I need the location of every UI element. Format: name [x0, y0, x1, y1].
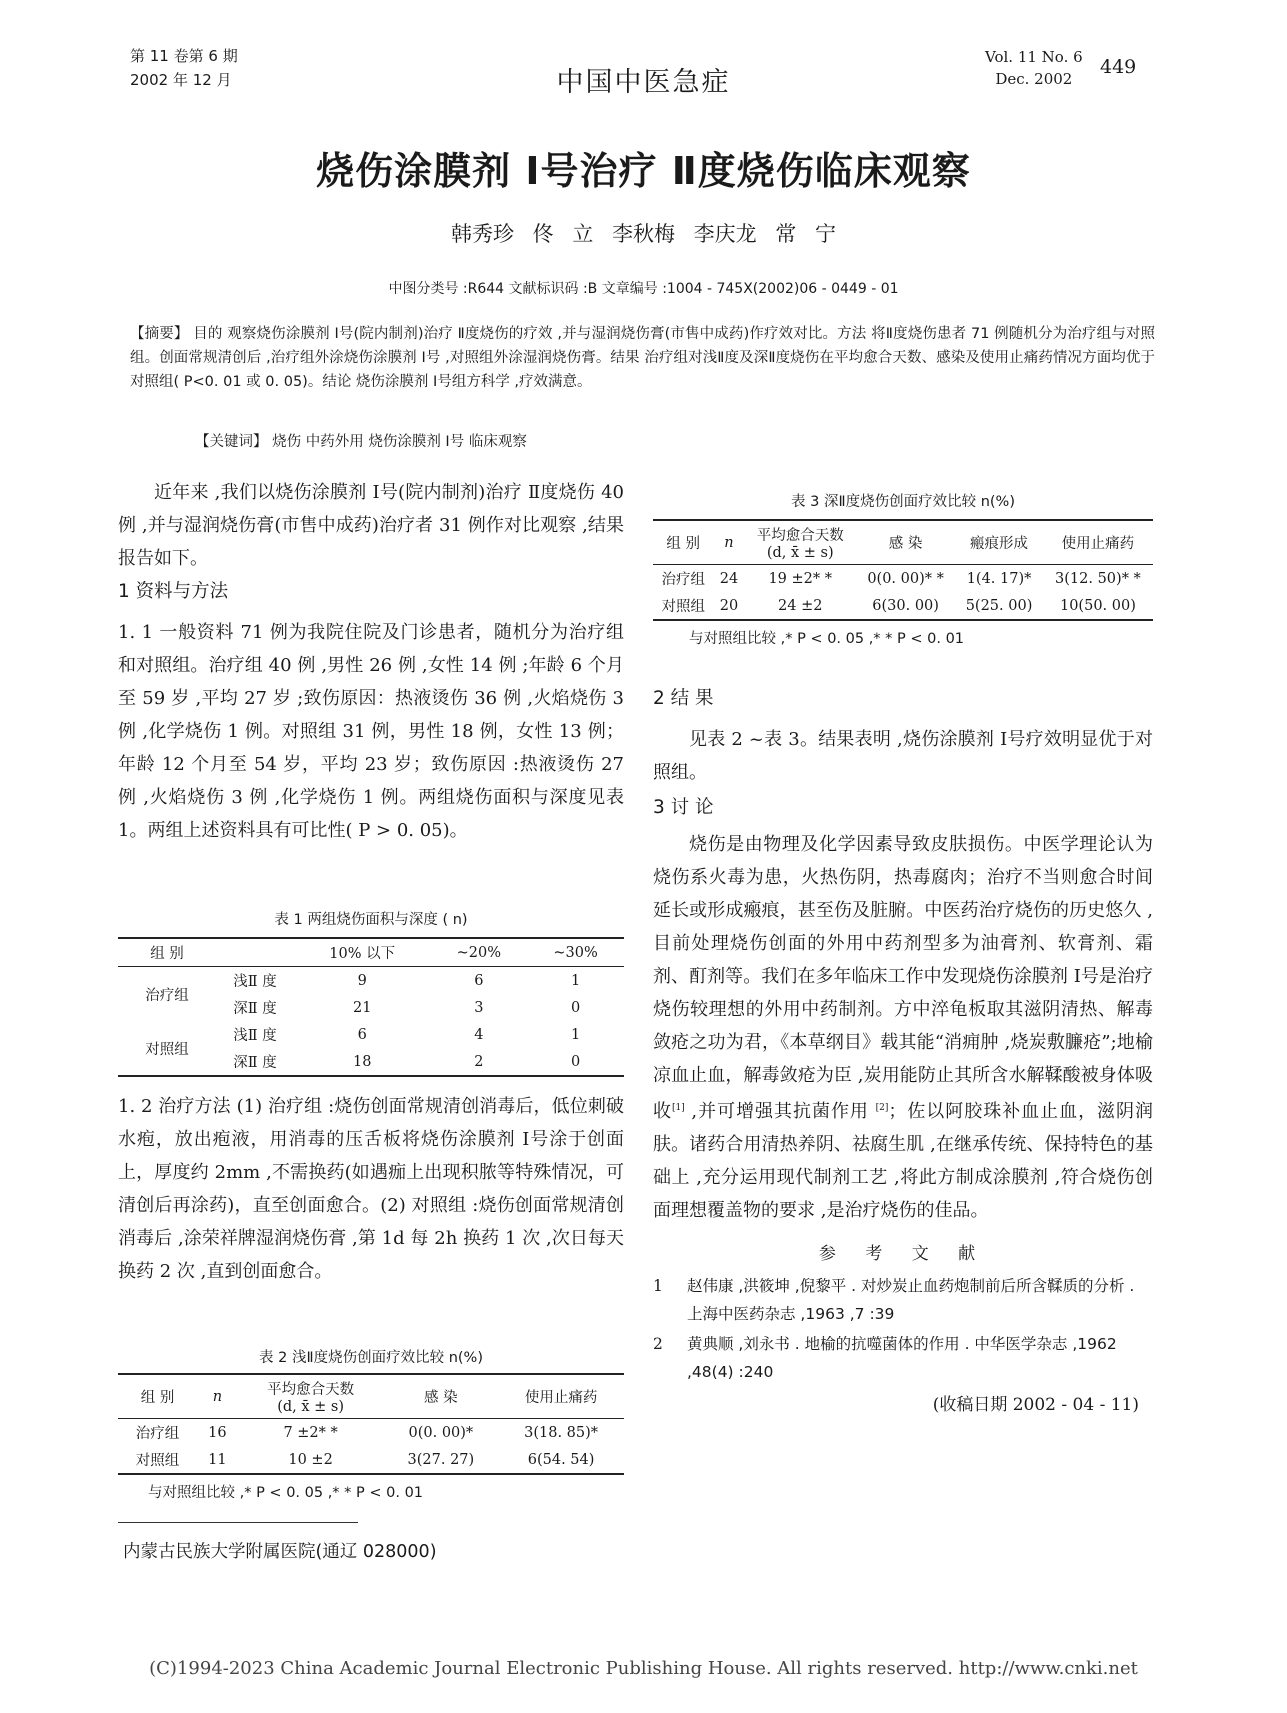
- table-cell: 9: [357, 972, 367, 989]
- results-paragraph: 见表 2 ~表 3。结果表明 ,烧伤涂膜剂 I号疗效明显优于对照组。: [653, 729, 1153, 783]
- table-3-grid: [653, 519, 1153, 621]
- table-3-header-row: [653, 520, 1153, 565]
- table-3-header-n: n: [724, 534, 734, 551]
- paragraph-1-2: 1. 2 治疗方法 (1) 治疗组 :烧伤创面常规清创消毒后，低位刺破水疱，放出疱液，用消毒的压舌板将烧伤涂膜剂 I号涂于创面上，厚度约 2mm ,不需换药(如遇痂上出现积脓等特殊情况，可清创后再涂药)，直至创面愈合。(2) 对照组 :烧伤创面常规清创消毒后 ,涂荣祥牌湿润烧伤膏 ,第 1d 每 2h 换药 1 次 ,次日每天换药 2 次 ,直到创面愈合。: [118, 1096, 624, 1282]
- reference-item: [653, 1272, 1153, 1328]
- issue-volume: 第 11 卷第 6 期: [130, 47, 238, 65]
- table-cell: 3(12. 50)* *: [1055, 570, 1141, 587]
- received-date: (收稿日期 2002 - 04 - 11): [932, 1395, 1139, 1415]
- reference-number: 2: [653, 1335, 663, 1353]
- table-cell: 5(25. 00): [965, 597, 1033, 614]
- abstract: 【摘要】 目的 观察烧伤涂膜剂 I号(院内制剂)治疗 Ⅱ度烧伤的疗效 ,并与湿润烧伤膏(市售中成药)作疗效对比。方法 将Ⅱ度烧伤患者 71 例随机分为治疗组与对照组。创面常规清创后 ,治疗组外涂烧伤涂膜剂 I号 ,对照组外涂湿润烧伤膏。结果 治疗组对浅Ⅱ度及深Ⅱ度烧伤在平均愈合天数、感染及使用止痛药情况方面均优于对照组( P<0. 01 或 0. 05)。结论 烧伤涂膜剂 I号组方科学 ,疗效满意。: [130, 326, 1155, 390]
- table-cell: 2: [474, 1053, 484, 1070]
- issue-info-en: [985, 46, 1083, 90]
- table-2-header-days-line1: 平均愈合天数: [267, 1382, 355, 1398]
- table-cell: 10 ±2: [288, 1451, 333, 1468]
- table-cell: 10(50. 00): [1059, 597, 1136, 614]
- table-3-header-infection: 感 染: [888, 536, 923, 552]
- table-2-header-row: [118, 1374, 624, 1419]
- table-cell: 19 ±2* *: [768, 570, 832, 587]
- section-3-heading: 3 讨 论: [653, 797, 714, 818]
- table-2: [118, 1346, 624, 1502]
- table-row: [118, 1021, 624, 1048]
- discussion-text-2: ,并可增强其抗菌作用: [684, 1101, 876, 1122]
- affiliation: 内蒙古民族大学附属医院(通辽 028000): [123, 1542, 437, 1562]
- table-cell: 深Ⅱ 度: [233, 1055, 277, 1071]
- reference-text: 赵伟康 ,洪筱坤 ,倪黎平 . 对炒炭止血药炮制前后所含鞣质的分析 . 上海中医药杂志 ,1963 ,7 :39: [687, 1277, 1135, 1323]
- paragraph-1-1: 1. 1 一般资料 71 例为我院住院及门诊患者，随机分为治疗组和对照组。治疗组 40 例 ,男性 26 例 ,女性 14 例 ;年龄 6 个月至 59 岁 ,平均 27 岁 ;致伤原因：热液烫伤 36 例 ,火焰烧伤 3 例 ,化学烧伤 1 例。对照组 31 例，男性 18 例，女性 13 例；年龄 12 个月至 54 岁，平均 23 岁；致伤原因 :热液烫伤 27 例 ,火焰烧伤 3 例 ,化学烧伤 1 例。两组烧伤面积与深度见表 1。两组上述资料具有可比性( P > 0. 05)。: [118, 622, 624, 841]
- table-cell: 6(30. 00): [872, 597, 939, 614]
- table-cell: 治疗组: [661, 572, 705, 588]
- table-2-grid: [118, 1373, 624, 1475]
- references-heading: 参 考 文 献: [818, 1244, 988, 1264]
- table-cell: 6: [474, 972, 484, 989]
- table-1-group-control: 对照组: [145, 1041, 189, 1058]
- section-1-heading: 1 资料与方法: [118, 581, 229, 602]
- authors: 韩秀珍 佟 立 李秋梅 李庆龙 常 宁: [450, 222, 837, 246]
- footnote-rule: [118, 1522, 358, 1523]
- table-1-header-depth: [216, 938, 294, 967]
- table-2-header-days: [238, 1374, 384, 1419]
- reference-item: [653, 1330, 1153, 1386]
- table-1: [118, 908, 624, 1077]
- references-list: [653, 1272, 1153, 1386]
- table-cell: 1(4. 17)*: [966, 570, 1032, 587]
- table-3-header-days-line1: 平均愈合天数: [756, 528, 844, 544]
- citation-2[interactable]: [2]: [875, 1103, 889, 1113]
- table-3-note: 与对照组比较 ,* P < 0. 05 ,* * P < 0. 01: [689, 631, 965, 647]
- page-number: 449: [1100, 56, 1137, 78]
- table-cell: 0: [570, 999, 581, 1016]
- table-cell: 24 ±2: [778, 597, 823, 614]
- table-row: [653, 565, 1153, 593]
- table-cell: 1: [570, 1026, 581, 1043]
- table-cell: 0: [570, 1053, 581, 1070]
- table-cell: 3(27. 27): [407, 1451, 475, 1468]
- table-2-header-group: 组 别: [140, 1390, 175, 1406]
- table-2-header-infection: 感 染: [424, 1390, 458, 1406]
- classification-line: 中图分类号 :R644 文献标识码 :B 文章编号 :1004 - 745X(2002)06 - 0449 - 01: [388, 281, 899, 297]
- table-cell: 11: [208, 1451, 227, 1468]
- table-cell: 对照组: [135, 1453, 180, 1469]
- table-3-caption: 表 3 深Ⅱ度烧伤创面疗效比较 n(%): [791, 494, 1015, 510]
- table-cell: 深Ⅱ 度: [233, 1001, 277, 1017]
- table-2-header-n: n: [212, 1388, 223, 1405]
- copyright-footer: (C)1994-2023 China Academic Journal Electronic Publishing House. All rights reserved. http://www.cnki.net: [149, 1658, 1138, 1679]
- right-column: [653, 682, 1153, 1415]
- journal-name: 中国中医急症: [556, 67, 731, 98]
- table-cell: 18: [352, 1053, 372, 1070]
- table-cell: 24: [719, 570, 739, 587]
- reference-number: 1: [653, 1277, 663, 1295]
- table-row: [118, 1419, 624, 1447]
- table-cell: 21: [352, 999, 372, 1016]
- table-3-header-days: [744, 520, 856, 565]
- section-2-heading: 2 结 果: [653, 688, 714, 709]
- table-cell: 1: [570, 972, 581, 989]
- discussion-paragraph: [653, 828, 1153, 1227]
- table-cell: 3: [474, 999, 484, 1016]
- table-cell: 6: [357, 1026, 367, 1043]
- reference-text: 黄典顺 ,刘永书 . 地榆的抗噬菌体的作用 . 中华医学杂志 ,1962 ,48(4) :240: [687, 1335, 1117, 1381]
- table-1-header-group: 组 别: [150, 946, 184, 962]
- table-cell: 3(18. 85)*: [524, 1424, 599, 1441]
- table-cell: 0(0. 00)* *: [867, 570, 944, 587]
- table-cell: 7 ±2* *: [283, 1424, 338, 1441]
- table-1-header-row: [118, 938, 624, 967]
- table-cell: 浅Ⅱ 度: [233, 1028, 277, 1044]
- intro-paragraph: 近年来 ,我们以烧伤涂膜剂 I号(院内制剂)治疗 Ⅱ度烧伤 40 例 ,并与湿润烧伤膏(市售中成药)治疗者 31 例作对比观察 ,结果报告如下。: [118, 482, 624, 569]
- table-cell: 4: [474, 1026, 484, 1043]
- table-1-grid: [118, 937, 624, 1077]
- table-2-caption: 表 2 浅Ⅱ度烧伤创面疗效比较 n(%): [259, 1350, 483, 1366]
- table-cell: 治疗组: [135, 1426, 180, 1442]
- table-3-header-painkiller: 使用止痛药: [1061, 536, 1135, 552]
- table-cell: 0(0. 00)*: [408, 1424, 474, 1441]
- table-3-header-scar: 瘢痕形成: [970, 536, 1029, 552]
- table-2-header-days-line2: (d, x̄ ± s): [277, 1399, 344, 1415]
- table-1-header-20: ~20%: [456, 944, 501, 961]
- table-1-header-30: ~30%: [553, 944, 598, 961]
- table-3-header-group: 组 别: [666, 536, 701, 552]
- table-3-header-days-line2: (d, x̄ ± s): [766, 545, 834, 561]
- table-3: [653, 490, 1153, 648]
- table-cell: 浅Ⅱ 度: [233, 974, 277, 990]
- discussion-text-3: ；佐以阿胶珠补血止血，滋阴润肤。诸药合用清热养阴、祛腐生肌 ,在继承传统、保持特色的基础上 ,充分运用现代制剂工艺 ,将此方制成涂膜剂 ,符合烧伤创面理想覆盖物的要求 ,是治疗烧伤的佳品。: [653, 1101, 1154, 1221]
- issue-date: 2002 年 12 月: [130, 71, 232, 89]
- table-1-group-treatment: 治疗组: [145, 987, 189, 1004]
- discussion-text-1: 烧伤是由物理及化学因素导致皮肤损伤。中医学理论认为烧伤系火毒为患，火热伤阴，热毒腐肉；治疗不当则愈合时间延长或形成瘢痕，甚至伤及脏腑。中医药治疗烧伤的历史悠久 ,目前处理烧伤创面的外用中药剂型多为油膏剂、软膏剂、霜剂、酊剂等。我们在多年临床工作中发现烧伤涂膜剂 I号是治疗烧伤较理想的外用中药制剂。方中淬龟板取其滋阴清热、解毒敛疮之功为君，《本草纲目》载其能“消痈肿 ,烧炭敷臁疮”;地榆凉血止血，解毒敛疮为臣 ,炭用能防止其所含水解鞣酸被身体吸收: [653, 834, 1153, 1122]
- table-cell: 20: [719, 597, 739, 614]
- table-cell: 对照组: [661, 599, 705, 615]
- left-column-2: [118, 1090, 624, 1288]
- table-cell: 6(54. 54): [527, 1451, 595, 1468]
- citation-1[interactable]: [1]: [671, 1103, 685, 1113]
- volume-en: Vol. 11 No. 6: [985, 48, 1083, 66]
- table-2-header-painkiller: 使用止痛药: [524, 1390, 598, 1406]
- table-2-note: 与对照组比较 ,* P < 0. 05 ,* * P < 0. 01: [148, 1485, 424, 1501]
- table-row: [118, 967, 624, 995]
- table-1-caption: 表 1 两组烧伤面积与深度 ( n): [274, 912, 468, 928]
- keywords: 【关键词】 烧伤 中药外用 烧伤涂膜剂 I号 临床观察: [195, 434, 527, 450]
- table-1-header-10: 10% 以下: [329, 946, 396, 962]
- table-cell: 16: [208, 1424, 227, 1441]
- article-title: 烧伤涂膜剂 I号治疗 Ⅱ度烧伤临床观察: [316, 149, 971, 193]
- left-column: [118, 476, 624, 847]
- table-row: [653, 592, 1153, 620]
- table-row: [118, 1446, 624, 1474]
- date-en: Dec. 2002: [995, 70, 1073, 88]
